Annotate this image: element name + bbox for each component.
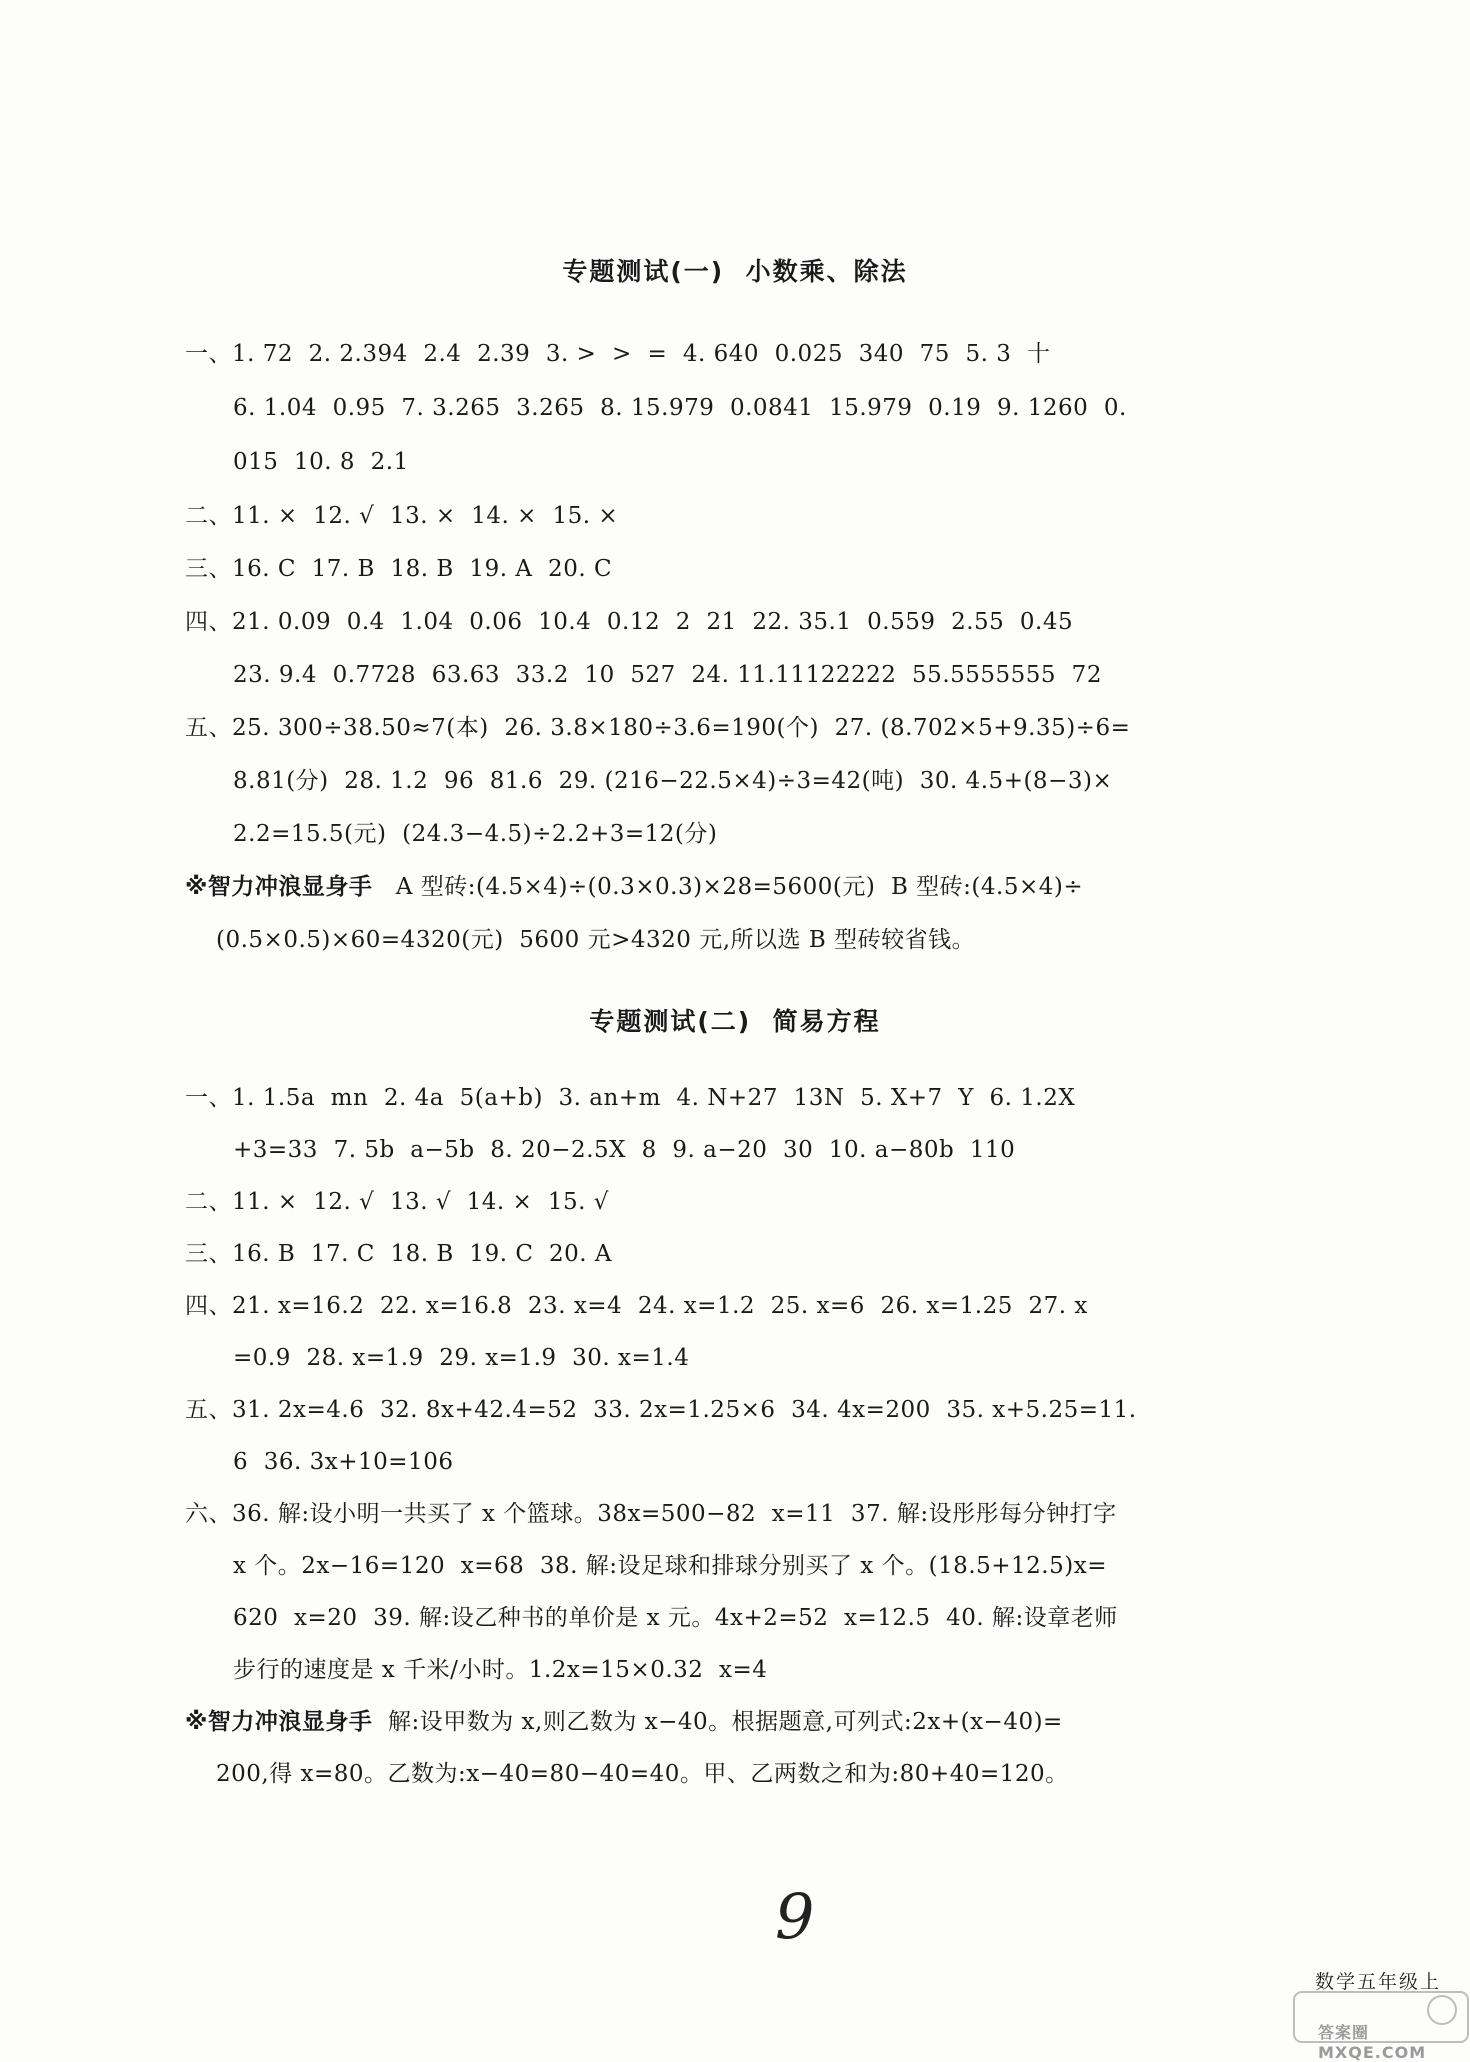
s2-line-6: =0.9 28. x=1.9 29. x=1.9 30. x=1.4 bbox=[233, 1345, 690, 1371]
watermark-text: 答案圈 MXQE.COM bbox=[1318, 2023, 1427, 2062]
s1-line-5: 三、16. C 17. B 18. B 19. A 20. C bbox=[185, 556, 613, 582]
s2-line-3: 二、11. × 12. √ 13. √ 14. × 15. √ bbox=[185, 1189, 609, 1215]
s1-bonus-text-1: A 型砖:(4.5×4)÷(0.3×0.3)×28=5600(元) B 型砖:(4.5×4)÷ bbox=[395, 874, 1084, 900]
s2-line-4: 三、16. B 17. C 18. B 19. C 20. A bbox=[185, 1241, 613, 1267]
s1-line-8: 五、25. 300÷38.50≈7(本) 26. 3.8×180÷3.6=190(个) 27. (8.702×5+9.35)÷6= bbox=[185, 715, 1131, 741]
s2-bonus-label: ※智力冲浪显身手 bbox=[185, 1709, 373, 1735]
section-2-title: 专题测试(二) 简易方程 bbox=[589, 1007, 881, 1036]
section-1-title: 专题测试(一) 小数乘、除法 bbox=[562, 257, 908, 286]
s1-line-1: 一、1. 72 2. 2.394 2.4 2.39 3. > > = 4. 640 0.025 340 75 5. 3 十 bbox=[185, 341, 1051, 367]
s1-line-6: 四、21. 0.09 0.4 1.04 0.06 10.4 0.12 2 21 22. 35.1 0.559 2.55 0.45 bbox=[185, 609, 1074, 635]
s2-line-11: 620 x=20 39. 解:设乙种书的单价是 x 元。4x+2=52 x=12.5 40. 解:设章老师 bbox=[233, 1605, 1118, 1631]
s2-line-2: +3=33 7. 5b a−5b 8. 20−2.5X 8 9. a−20 30 10. a−80b 110 bbox=[233, 1137, 1016, 1163]
s1-line-10: 2.2=15.5(元) (24.3−4.5)÷2.2+3=12(分) bbox=[233, 821, 718, 847]
s1-line-4: 二、11. × 12. √ 13. × 14. × 15. × bbox=[185, 503, 619, 529]
s1-bonus-line-2: (0.5×0.5)×60=4320(元) 5600 元>4320 元,所以选 B 型砖较省钱。 bbox=[216, 927, 976, 953]
s2-line-5: 四、21. x=16.2 22. x=16.8 23. x=4 24. x=1.2 25. x=6 26. x=1.25 27. x bbox=[185, 1293, 1088, 1319]
s1-line-9: 8.81(分) 28. 1.2 96 81.6 29. (216−22.5×4)÷3=42(吨) 30. 4.5+(8−3)× bbox=[233, 768, 1113, 794]
s2-line-10: x 个。2x−16=120 x=68 38. 解:设足球和排球分别买了 x 个。(18.5+12.5)x= bbox=[233, 1553, 1107, 1579]
s2-line-8: 6 36. 3x+10=106 bbox=[233, 1449, 454, 1475]
s2-bonus-text-1: 解:设甲数为 x,则乙数为 x−40。根据题意,可列式:2x+(x−40)= bbox=[388, 1709, 1063, 1735]
handwritten-page-number: 9 bbox=[775, 1880, 815, 1953]
s1-line-2: 6. 1.04 0.95 7. 3.265 3.265 8. 15.979 0.0841 15.979 0.19 9. 1260 0. bbox=[233, 395, 1127, 421]
footer-subject-label: 数学五年级上 bbox=[1315, 1971, 1442, 1993]
s1-line-7: 23. 9.4 0.7728 63.63 33.2 10 527 24. 11.11122222 55.5555555 72 bbox=[233, 662, 1102, 688]
s1-line-3: 015 10. 8 2.1 bbox=[233, 449, 409, 475]
s2-line-7: 五、31. 2x=4.6 32. 8x+42.4=52 33. 2x=1.25×6 34. 4x=200 35. x+5.25=11. bbox=[185, 1397, 1137, 1423]
s1-bonus-label: ※智力冲浪显身手 bbox=[185, 874, 373, 900]
s2-bonus-line-2: 200,得 x=80。乙数为:x−40=80−40=40。甲、乙两数之和为:80+40=120。 bbox=[216, 1761, 1069, 1787]
s2-bonus-line-1 bbox=[185, 1706, 1063, 1738]
s2-line-9: 六、36. 解:设小明一共买了 x 个篮球。38x=500−82 x=11 37. 解:设彤彤每分钟打字 bbox=[185, 1501, 1117, 1527]
s2-line-12: 步行的速度是 x 千米/小时。1.2x=15×0.32 x=4 bbox=[233, 1657, 768, 1683]
s2-line-1: 一、1. 1.5a mn 2. 4a 5(a+b) 3. an+m 4. N+27 13N 5. X+7 Y 6. 1.2X bbox=[185, 1085, 1076, 1111]
s1-bonus-line-1 bbox=[185, 871, 1083, 903]
